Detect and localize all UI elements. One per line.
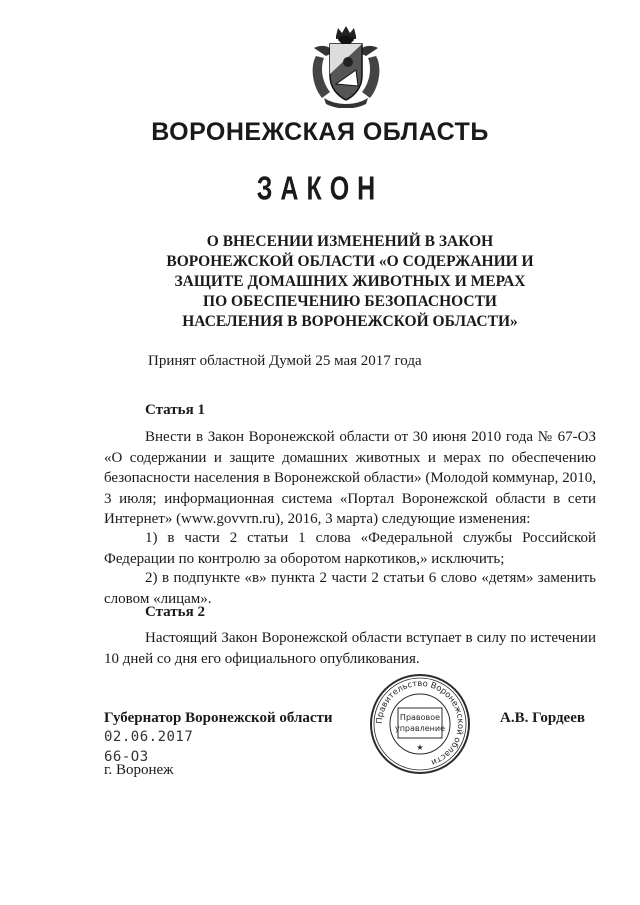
region-title: ВОРОНЕЖСКАЯ ОБЛАСТЬ xyxy=(151,118,489,146)
law-title-line: ЗАЩИТЕ ДОМАШНИХ ЖИВОТНЫХ И МЕРАХ xyxy=(174,273,526,290)
governor-name: А.В. Гордеев xyxy=(500,710,585,726)
law-title-line: НАСЕЛЕНИЯ В ВОРОНЕЖСКОЙ ОБЛАСТИ» xyxy=(182,313,518,330)
law-title xyxy=(150,232,550,332)
seal-star-icon: ★ xyxy=(416,743,424,752)
registration-date-stamp: 02.06.2017 xyxy=(104,729,194,745)
official-seal-stamp xyxy=(368,672,472,776)
law-heading: ЗАКОН xyxy=(256,170,384,208)
article-1-heading: Статья 1 xyxy=(145,402,205,418)
article-1-intro: Внести в Закон Воронежской области от 30 июня 2010 года № 67-ОЗ «О содержании и защите домашних животных и мерах по обеспечению безопасности населения в Воронежской области» (Молодой коммунар, 2010, 3 июля; информационная система «Портал Воронежской области в сети Интернет» (www.govvrn.ru), 2016, 3 марта) следующие изменения: xyxy=(104,429,596,527)
city-name: г. Воронеж xyxy=(104,762,174,778)
law-title-line: ВОРОНЕЖСКОЙ ОБЛАСТИ «О СОДЕРЖАНИИ И xyxy=(166,253,534,270)
article-2-heading: Статья 2 xyxy=(145,604,205,620)
seal-inner-line: Правовое xyxy=(399,713,441,722)
governor-title: Губернатор Воронежской области xyxy=(104,710,333,726)
seal-inner-line: управление xyxy=(394,724,446,733)
law-number-stamp: 66-ОЗ xyxy=(104,749,149,765)
seal-outer-text: Правительство Воронежской области xyxy=(373,677,467,769)
article-1-item-2: 2) в подпункте «в» пункта 2 части 2 статьи 6 слово «детям» заменить словом «лицам». xyxy=(104,570,596,607)
law-title-line: О ВНЕСЕНИИ ИЗМЕНЕНИЙ В ЗАКОН xyxy=(206,233,494,250)
voronezh-coat-of-arms-icon xyxy=(308,26,384,108)
article-2-text: Настоящий Закон Воронежской области вступает в силу по истечении 10 дней со дня его официального опубликования. xyxy=(104,630,596,667)
article-1-item-1: 1) в части 2 статьи 1 слова «Федеральной службы Российской Федерации по контролю за оборотом наркотиков,» исключить; xyxy=(104,530,596,567)
adoption-date-line: Принят областной Думой 25 мая 2017 года xyxy=(148,353,422,369)
law-title-line: ПО ОБЕСПЕЧЕНИЮ БЕЗОПАСНОСТИ xyxy=(203,293,497,310)
